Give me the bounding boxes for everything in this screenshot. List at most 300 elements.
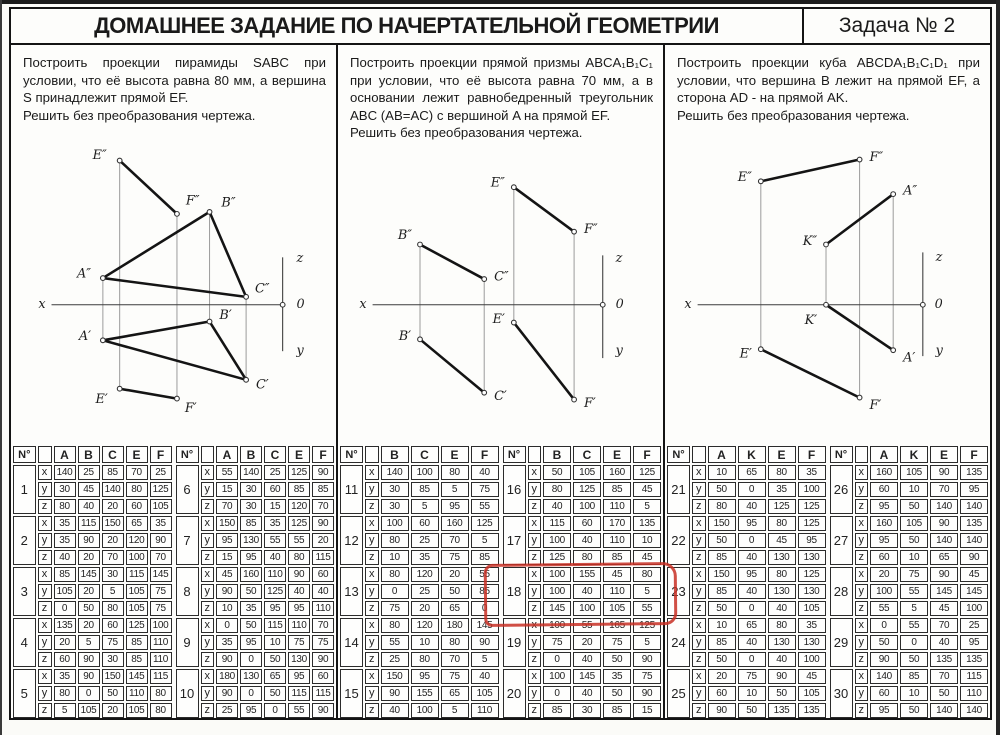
projection-point [891,192,896,197]
projection-point [758,347,763,352]
coord-value: 145 [960,584,988,599]
table-row [667,533,826,548]
coord-value: 35 [240,601,262,616]
table-row [176,686,335,701]
table-row [340,618,499,633]
coord-label: y [38,686,52,701]
coord-value: 150 [381,669,409,684]
coord-value: 0 [543,652,571,667]
coord-value: 40 [573,533,601,548]
coord-value: 110 [960,686,988,701]
obj-line [761,160,860,182]
coord-value: 65 [441,601,469,616]
variant-number: 12 [340,516,363,565]
data-table-container [501,444,664,720]
point-label: F′ [869,398,882,414]
table-row [176,550,335,565]
coord-label: x [38,618,52,633]
table-row [340,635,499,650]
table-row [13,533,172,548]
table-row [13,601,172,616]
projection-drawing [339,137,662,432]
coord-value: 125 [573,482,601,497]
coord-value: 60 [54,652,76,667]
coord-value: 90 [930,465,958,480]
col-header-blank [692,446,706,463]
coord-value: 130 [798,550,826,565]
table-row [13,516,172,531]
projection-point [175,212,180,217]
coord-label: x [528,516,542,531]
point-label: E′ [492,312,505,328]
col-header: B [381,446,409,463]
table-row [340,652,499,667]
coord-value: 10 [900,686,928,701]
coord-value: 0 [738,652,766,667]
table-row [503,635,662,650]
variant-group [503,567,662,616]
col-header: F [312,446,334,463]
coord-value: 80 [441,465,469,480]
table-row [667,465,826,480]
coord-value: 100 [960,601,988,616]
coord-value: 95 [411,669,439,684]
col-header: B [78,446,100,463]
variant-table [11,444,174,720]
coord-value: 110 [471,703,499,718]
table-row [503,499,662,514]
table-row [176,703,335,718]
table-row [13,652,172,667]
point-label: F″ [185,193,200,209]
point-label: F′ [184,400,197,416]
coord-label: z [692,601,706,616]
point-label: x [38,297,46,313]
point-label: y [935,343,943,359]
variant-group [176,516,335,565]
coord-value: 70 [930,482,958,497]
projection-point [101,276,106,281]
coord-value: 50 [900,533,928,548]
coord-value: 140 [102,482,124,497]
col-header: E [441,446,469,463]
coord-value: 135 [960,516,988,531]
coord-label: x [365,516,379,531]
coord-value: 50 [441,584,469,599]
coord-value: 75 [102,635,124,650]
variant-number: 6 [176,465,199,514]
coord-value: 115 [126,567,148,582]
variant-group [176,465,335,514]
table-row [503,652,662,667]
coord-value: 90 [471,635,499,650]
col-header: A [54,446,76,463]
point-label: x [359,297,367,313]
coord-value: 40 [264,550,286,565]
coord-value: 90 [312,465,334,480]
variant-group [176,669,335,718]
point-label: E″ [490,175,505,191]
coord-value: 145 [126,669,148,684]
coord-label: z [38,550,52,565]
coord-value: 90 [960,550,988,565]
coord-value: 125 [264,584,286,599]
coord-label: x [692,618,706,633]
coord-value: 50 [240,584,262,599]
col-header-blank [855,446,869,463]
table-row [830,652,989,667]
variant-group [830,669,989,718]
point-label: K″ [802,234,818,250]
variant-number: 18 [503,567,526,616]
table-row [503,465,662,480]
coord-value: 150 [102,516,124,531]
projection-point [824,302,829,307]
coord-value: 100 [411,703,439,718]
coord-value: 20 [54,635,76,650]
projection-point [920,302,925,307]
coord-label: y [692,686,706,701]
coord-value: 130 [768,550,796,565]
coord-value: 30 [102,567,124,582]
coord-value: 100 [411,465,439,480]
variant-group [340,516,499,565]
coord-value: 15 [264,499,286,514]
coord-value: 80 [126,482,148,497]
coord-label: x [38,567,52,582]
coord-label: z [38,499,52,514]
variant-table [828,444,991,720]
coord-value: 120 [126,533,148,548]
col-header: K [738,446,766,463]
coord-value: 25 [150,465,172,480]
coord-value: 60 [573,516,601,531]
table-row [667,703,826,718]
table-row [667,567,826,582]
table-row [13,567,172,582]
coord-label: x [528,618,542,633]
projection-point [117,158,122,163]
col-header: A [870,446,898,463]
coord-value: 145 [543,601,571,616]
projection-svg [666,137,989,432]
coord-value: 160 [603,465,631,480]
coord-value: 10 [900,550,928,565]
col-header-no: N° [176,446,199,463]
variant-number: 11 [340,465,363,514]
coord-value: 15 [633,703,661,718]
coord-value: 60 [312,669,334,684]
coord-value: 130 [768,584,796,599]
task-paragraph: Построить проекции куба ABCDA₁B₁C₁D₁ при условии, что вершина B лежит на прямой EF, а сторона AD - на прямой AK. [677,55,980,106]
coord-label: y [201,584,215,599]
coord-value: 95 [870,533,898,548]
coord-label: y [528,686,542,701]
coord-value: 0 [900,635,928,650]
obj-line [120,161,177,214]
coord-value: 80 [441,635,469,650]
col-header: F [471,446,499,463]
coord-value: 5 [441,482,469,497]
coord-value: 50 [708,652,736,667]
coord-value: 55 [471,499,499,514]
coord-value: 155 [573,567,601,582]
projection-drawing [666,137,989,432]
coord-value: 5 [102,584,124,599]
col-header-blank [365,446,379,463]
coord-label: z [528,550,542,565]
coord-value: 30 [54,482,76,497]
coord-value: 50 [738,703,766,718]
coord-value: 60 [126,499,148,514]
point-label: C″ [494,269,509,285]
coord-value: 20 [102,703,124,718]
coord-value: 70 [312,499,334,514]
coord-value: 135 [54,618,76,633]
coord-value: 105 [798,601,826,616]
coord-label: x [528,669,542,684]
coord-value: 10 [900,482,928,497]
coord-value: 180 [216,669,238,684]
coord-value: 20 [573,635,601,650]
col-header: F [633,446,661,463]
coord-label: z [855,703,869,718]
projection-point [244,377,249,382]
projection-point [207,319,212,324]
coord-label: x [365,669,379,684]
col-header-no: N° [13,446,36,463]
variant-group [13,567,172,616]
projection-point [175,396,180,401]
coord-label: y [855,533,869,548]
coord-value: 60 [411,516,439,531]
variant-group [667,465,826,514]
coord-value: 0 [216,618,238,633]
coord-value: 50 [900,499,928,514]
coord-value: 35 [411,550,439,565]
table-row [667,635,826,650]
variant-group [13,669,172,718]
table-row [13,635,172,650]
obj-line [420,339,484,392]
point-label: B″ [221,195,236,211]
table-row [503,533,662,548]
variant-number: 10 [176,669,199,718]
coord-value: 0 [471,601,499,616]
coord-value: 80 [381,533,409,548]
coord-value: 50 [240,618,262,633]
coord-value: 60 [312,567,334,582]
coord-value: 30 [381,482,409,497]
point-label: 0 [615,297,624,313]
coord-value: 85 [471,550,499,565]
point-label: z [615,250,623,266]
variant-number: 15 [340,669,363,718]
coord-value: 125 [288,465,310,480]
coord-value: 130 [240,533,262,548]
coord-label: z [528,499,542,514]
projection-point [891,348,896,353]
coord-value: 135 [633,516,661,531]
coord-value: 55 [288,703,310,718]
coord-value: 145 [573,669,601,684]
coord-value: 50 [900,703,928,718]
coord-label: y [38,482,52,497]
coord-value: 85 [126,635,148,650]
col-header: F [960,446,988,463]
coord-label: z [365,652,379,667]
coord-value: 0 [54,601,76,616]
coord-value: 75 [150,601,172,616]
coord-value: 90 [312,703,334,718]
table-row [176,618,335,633]
coord-value: 80 [543,482,571,497]
table-row [830,669,989,684]
coord-value: 30 [102,652,124,667]
table-row [340,584,499,599]
coord-value: 50 [78,601,100,616]
coord-value: 35 [150,516,172,531]
coord-label: z [855,601,869,616]
col-header: A [216,446,238,463]
coord-value: 50 [768,686,796,701]
coord-label: y [365,533,379,548]
point-label: B′ [219,308,232,324]
coord-value: 125 [471,516,499,531]
coord-value: 110 [150,652,172,667]
coord-value: 75 [150,584,172,599]
coord-value: 85 [312,482,334,497]
coord-value: 95 [216,533,238,548]
col-header-blank [528,446,542,463]
table-row [667,652,826,667]
coord-value: 140 [930,499,958,514]
table-row [503,686,662,701]
col-header-blank [201,446,215,463]
col-header-no: N° [667,446,690,463]
obj-line [761,349,860,397]
coord-value: 125 [798,499,826,514]
point-label: A″ [76,266,92,282]
coord-value: 90 [312,652,334,667]
coord-value: 140 [381,465,409,480]
coord-label: y [855,686,869,701]
coord-label: z [38,652,52,667]
point-label: C′ [255,377,269,393]
coord-label: z [692,550,706,565]
coord-value: 20 [441,567,469,582]
coord-value: 15 [216,550,238,565]
coord-label: y [528,533,542,548]
coord-value: 145 [471,618,499,633]
coord-value: 105 [798,686,826,701]
table-row [830,465,989,480]
coord-label: z [692,703,706,718]
col-header: B [240,446,262,463]
table-row [830,482,989,497]
col-header: F [150,446,172,463]
coord-value: 80 [54,499,76,514]
coord-value: 90 [288,567,310,582]
coord-value: 70 [930,669,958,684]
col-header: E [288,446,310,463]
coord-value: 60 [870,550,898,565]
coord-label: x [365,618,379,633]
coord-value: 95 [240,703,262,718]
coord-label: z [528,652,542,667]
table-row [667,516,826,531]
table-row [340,703,499,718]
variant-group [340,567,499,616]
coord-value: 100 [543,567,571,582]
coord-label: y [692,533,706,548]
projection-point [511,320,516,325]
coord-value: 0 [543,686,571,701]
coord-value: 5 [471,533,499,548]
point-label: A′ [78,328,92,344]
table-row [13,550,172,565]
coord-value: 110 [312,601,334,616]
table-row [176,669,335,684]
coord-value: 60 [264,482,286,497]
table-row [340,567,499,582]
coord-value: 40 [573,686,601,701]
projection-point [572,229,577,234]
coord-value: 85 [240,516,262,531]
variant-group [176,618,335,667]
point-label: E″ [92,148,107,164]
coord-value: 50 [543,465,571,480]
coord-value: 95 [240,635,262,650]
projection-point [280,302,285,307]
coord-label: z [365,499,379,514]
coord-value: 80 [768,516,796,531]
coord-value: 80 [102,601,124,616]
coord-value: 130 [798,635,826,650]
coord-value: 55 [264,533,286,548]
coord-value: 140 [960,499,988,514]
coord-label: z [528,703,542,718]
variant-group [503,669,662,718]
scan-edge-left [0,0,2,735]
table-row [503,669,662,684]
variant-group [830,465,989,514]
coord-value: 105 [900,465,928,480]
coord-value: 50 [708,533,736,548]
table-row [830,584,989,599]
coord-label: z [855,652,869,667]
col-header: C [573,446,601,463]
coord-value: 50 [264,686,286,701]
coord-value: 145 [930,584,958,599]
projection-point [244,294,249,299]
variant-number: 26 [830,465,853,514]
variant-group [667,567,826,616]
variant-table [174,444,337,720]
task-number: Задача № 2 [802,9,990,43]
coord-value: 80 [708,499,736,514]
col-header: C [411,446,439,463]
coord-value: 110 [264,567,286,582]
coord-value: 10 [381,550,409,565]
coord-value: 90 [633,652,661,667]
data-table-container [174,444,337,720]
coord-value: 145 [150,567,172,582]
worksheet-frame [9,7,992,720]
point-label: z [935,249,943,265]
coord-value: 40 [768,601,796,616]
table-row [503,703,662,718]
